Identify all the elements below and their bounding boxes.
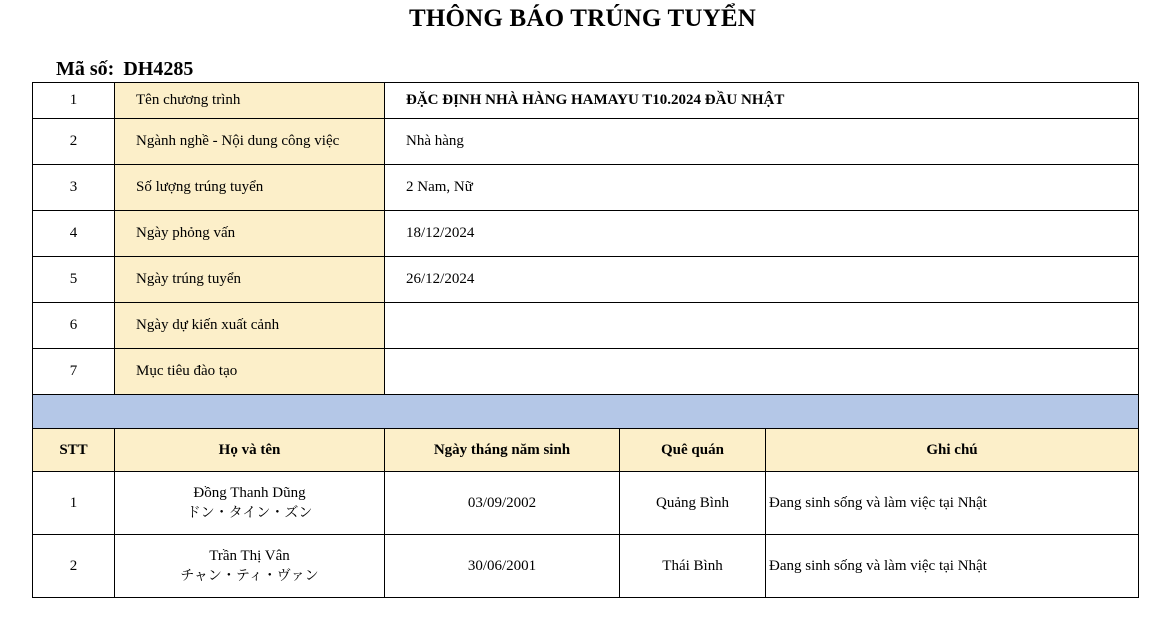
candidate-name-vn: Trần Thị Vân [209,548,290,564]
info-row-value [385,303,1139,349]
header-note: Ghi chú [766,429,1139,472]
info-row-number: 3 [33,165,115,211]
divider-cell [33,395,1139,429]
candidate-name [115,472,385,535]
candidate-note: Đang sinh sống và làm việc tại Nhật [766,535,1139,598]
info-row-label: Mục tiêu đào tạo [115,349,385,395]
record-code-value: DH4285 [123,58,194,80]
section-divider-band [33,395,1139,429]
candidate-name-jp: チャン・ティ・ヴァン [180,568,319,584]
info-row-label: Ngày phỏng vấn [115,211,385,257]
info-row-value: 26/12/2024 [385,257,1139,303]
header-dob: Ngày tháng năm sinh [385,429,620,472]
info-row [33,83,1139,119]
info-row [33,165,1139,211]
candidate-name-jp: ドン・タイン・ズン [186,505,313,521]
candidates-header-row [33,429,1139,472]
info-row-number: 4 [33,211,115,257]
candidate-hometown: Quảng Bình [620,472,766,535]
info-row-number: 7 [33,349,115,395]
candidate-row [33,535,1139,598]
page-title: THÔNG BÁO TRÚNG TUYỂN [408,5,757,32]
record-code-label: Mã số: [56,58,115,80]
header-stt: STT [33,429,115,472]
info-row [33,349,1139,395]
info-row-label: Ngày dự kiến xuất cảnh [115,303,385,349]
candidate-name-vn: Đồng Thanh Dũng [193,485,306,501]
info-row [33,211,1139,257]
info-row-value: Nhà hàng [385,119,1139,165]
info-row-value: 18/12/2024 [385,211,1139,257]
candidate-stt: 1 [33,472,115,535]
info-row-number: 2 [33,119,115,165]
header-hometown: Quê quán [620,429,766,472]
header-name: Họ và tên [115,429,385,472]
info-row-label: Tên chương trình [115,83,385,119]
candidate-name [115,535,385,598]
info-row [33,303,1139,349]
candidate-dob: 03/09/2002 [385,472,620,535]
info-row [33,119,1139,165]
info-row-number: 1 [33,83,115,119]
candidate-note: Đang sinh sống và làm việc tại Nhật [766,472,1139,535]
candidate-stt: 2 [33,535,115,598]
info-row [33,257,1139,303]
info-row-number: 5 [33,257,115,303]
announcement-table [32,82,1139,598]
candidate-hometown: Thái Bình [620,535,766,598]
info-row-number: 6 [33,303,115,349]
info-row-label: Ngành nghề - Nội dung công việc [115,119,385,165]
info-row-value [385,349,1139,395]
info-row-value: ĐẶC ĐỊNH NHÀ HÀNG HAMAYU T10.2024 ĐẦU NHẬT [385,83,1139,119]
candidate-row [33,472,1139,535]
info-row-label: Ngày trúng tuyển [115,257,385,303]
info-row-label: Số lượng trúng tuyển [115,165,385,211]
candidate-dob: 30/06/2001 [385,535,620,598]
record-code [56,58,193,81]
info-row-value: 2 Nam, Nữ [385,165,1139,211]
